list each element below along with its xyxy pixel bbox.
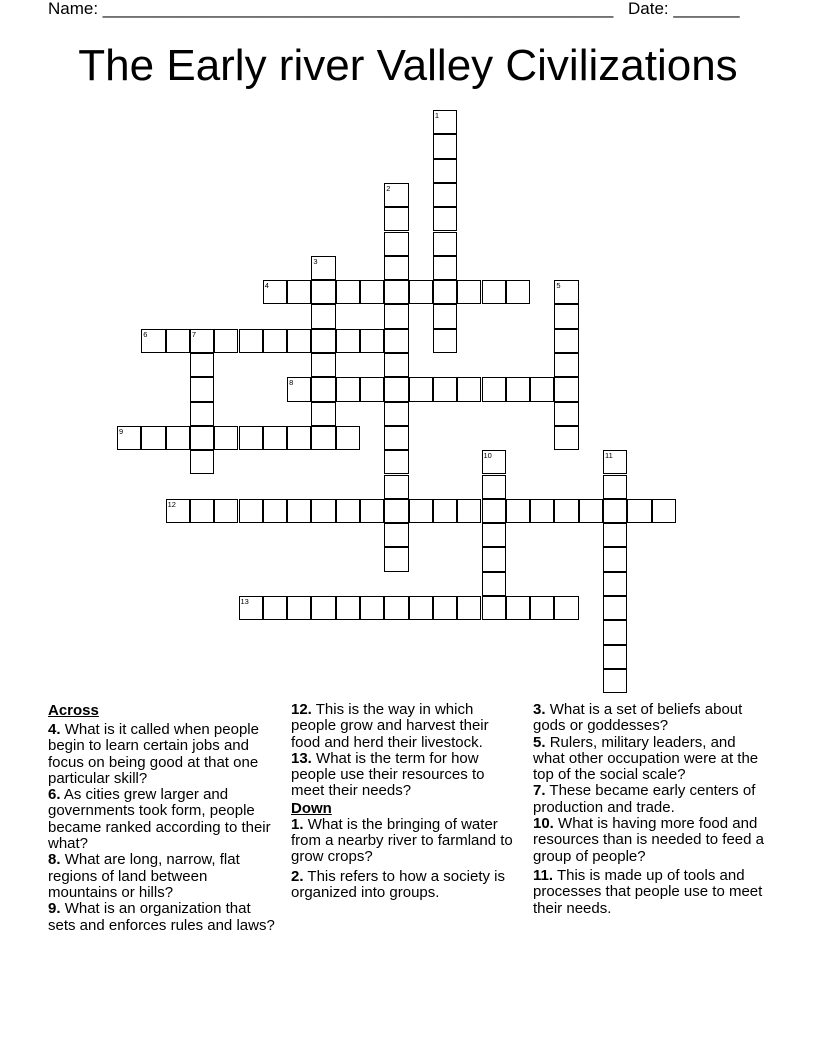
crossword-cell[interactable] xyxy=(603,499,627,523)
across-heading: Across xyxy=(48,702,99,719)
name-field-label: Name: ______________________________________________________ xyxy=(48,0,614,18)
crossword-cell[interactable] xyxy=(554,426,578,450)
crossword-cell[interactable] xyxy=(311,377,335,401)
crossword-cell[interactable] xyxy=(482,280,506,304)
crossword-cell[interactable] xyxy=(433,134,457,158)
crossword-cell[interactable] xyxy=(190,353,214,377)
crossword-cell[interactable] xyxy=(384,329,408,353)
crossword-cell[interactable] xyxy=(263,329,287,353)
crossword-cell[interactable] xyxy=(433,329,457,353)
crossword-cell[interactable] xyxy=(190,402,214,426)
crossword-cell[interactable] xyxy=(360,280,384,304)
crossword-cell[interactable] xyxy=(433,183,457,207)
crossword-cell[interactable] xyxy=(579,499,603,523)
crossword-cell[interactable] xyxy=(336,426,360,450)
crossword-cell[interactable] xyxy=(482,450,506,474)
crossword-cell[interactable] xyxy=(190,450,214,474)
crossword-cell[interactable] xyxy=(603,596,627,620)
crossword-cell[interactable] xyxy=(311,426,335,450)
down-clue-7: 7. These became early centers of production and trade. xyxy=(533,782,756,816)
down-heading: Down xyxy=(291,799,332,817)
across-clue-6: 6. As cities grew larger and governments took form, people became ranked according to their what? xyxy=(48,786,271,853)
crossword-cell[interactable] xyxy=(287,596,311,620)
crossword-cell[interactable] xyxy=(384,499,408,523)
crossword-cell[interactable] xyxy=(384,353,408,377)
crossword-cell[interactable] xyxy=(530,377,554,401)
crossword-cell[interactable] xyxy=(433,207,457,231)
crossword-cell[interactable] xyxy=(214,426,238,450)
crossword-cell[interactable] xyxy=(214,329,238,353)
across-clue-12: 12. This is the way in which people grow and harvest their food and herd their livestock. xyxy=(291,701,489,751)
crossword-cell[interactable] xyxy=(384,523,408,547)
crossword-cell[interactable] xyxy=(603,572,627,596)
crossword-cell[interactable] xyxy=(554,499,578,523)
crossword-cell[interactable] xyxy=(239,596,263,620)
clues-column-3 xyxy=(533,702,765,917)
crossword-cell[interactable] xyxy=(360,499,384,523)
crossword-cell[interactable] xyxy=(311,353,335,377)
cell-number: 2 xyxy=(386,183,391,193)
crossword-cell[interactable] xyxy=(336,596,360,620)
cell-number: 13 xyxy=(240,597,249,606)
crossword-cell[interactable] xyxy=(433,110,457,134)
crossword-cell[interactable] xyxy=(263,596,287,620)
crossword-cell[interactable] xyxy=(287,329,311,353)
crossword-cell[interactable] xyxy=(554,377,578,401)
crossword-cell[interactable] xyxy=(214,499,238,523)
crossword-cell[interactable] xyxy=(554,353,578,377)
crossword-cell[interactable] xyxy=(384,304,408,328)
crossword-cell[interactable] xyxy=(506,377,530,401)
crossword-cell[interactable] xyxy=(117,426,141,450)
crossword-cell[interactable] xyxy=(384,402,408,426)
crossword-cell[interactable] xyxy=(287,499,311,523)
page-title: The Early river Valley Civilizations xyxy=(78,41,738,90)
crossword-cell[interactable] xyxy=(311,402,335,426)
crossword-cell[interactable] xyxy=(433,499,457,523)
crossword-cell[interactable] xyxy=(433,232,457,256)
crossword-cell[interactable] xyxy=(603,523,627,547)
crossword-cell[interactable] xyxy=(384,256,408,280)
clues-column-2 xyxy=(291,702,516,901)
crossword-cell[interactable] xyxy=(141,329,165,353)
crossword-cell[interactable] xyxy=(409,596,433,620)
crossword-cell[interactable] xyxy=(530,499,554,523)
down-clue-11: 11. This is made up of tools and processes that people use to meet their needs. xyxy=(533,866,763,917)
crossword-cell[interactable] xyxy=(287,280,311,304)
cell-number: 8 xyxy=(289,378,294,388)
crossword-cell[interactable] xyxy=(239,426,263,450)
crossword-cell[interactable] xyxy=(482,596,506,620)
crossword-cell[interactable] xyxy=(384,547,408,571)
cell-number: 10 xyxy=(483,451,492,461)
crossword-cell[interactable] xyxy=(287,377,311,401)
cell-number: 4 xyxy=(264,281,269,291)
crossword-cell[interactable] xyxy=(166,499,190,523)
crossword-cell[interactable] xyxy=(457,280,481,304)
down-clue-1: 1. What is the bringing of water from a nearby river to farmland to grow crops? xyxy=(291,815,513,866)
across-clue-9: 9. What is an organization that sets and enforces rules and laws? xyxy=(48,900,275,934)
crossword-cell[interactable] xyxy=(311,329,335,353)
crossword-cell[interactable] xyxy=(603,669,627,693)
crossword-cell[interactable] xyxy=(603,645,627,669)
crossword-cell[interactable] xyxy=(287,426,311,450)
down-clue-10: 10. What is having more food and resources than is needed to feed a group of people? xyxy=(533,815,764,865)
across-clue-4: 4. What is it called when people begin to learn certain jobs and focus on being good at that one particular skill? xyxy=(48,721,259,787)
crossword-cell[interactable] xyxy=(409,377,433,401)
crossword-cell[interactable] xyxy=(384,232,408,256)
crossword-cell[interactable] xyxy=(506,280,530,304)
crossword-cell[interactable] xyxy=(627,499,651,523)
crossword-cell[interactable] xyxy=(554,402,578,426)
crossword-cell[interactable] xyxy=(554,596,578,620)
cell-number: 6 xyxy=(143,329,148,339)
crossword-cell[interactable] xyxy=(360,377,384,401)
crossword-cell[interactable] xyxy=(433,159,457,183)
cell-number: 11 xyxy=(605,451,613,461)
crossword-cell[interactable] xyxy=(336,499,360,523)
cell-number: 5 xyxy=(556,281,561,291)
cell-number: 1 xyxy=(434,111,440,120)
crossword-cell[interactable] xyxy=(603,475,627,499)
crossword-cell[interactable] xyxy=(384,207,408,231)
crossword-cell[interactable] xyxy=(263,426,287,450)
crossword-cell[interactable] xyxy=(554,280,578,304)
crossword-cell[interactable] xyxy=(482,547,506,571)
crossword-cell[interactable] xyxy=(360,596,384,620)
crossword-cell[interactable] xyxy=(506,596,530,620)
crossword-cell[interactable] xyxy=(482,572,506,596)
crossword-cell[interactable] xyxy=(360,329,384,353)
crossword-cell[interactable] xyxy=(384,475,408,499)
crossword-cell[interactable] xyxy=(336,329,360,353)
crossword-cell[interactable] xyxy=(433,280,457,304)
crossword-cell[interactable] xyxy=(311,280,335,304)
cell-number: 7 xyxy=(191,329,197,339)
crossword-cell[interactable] xyxy=(554,304,578,328)
crossword-cell[interactable] xyxy=(433,377,457,401)
crossword-cell[interactable] xyxy=(603,620,627,644)
cell-number: 3 xyxy=(313,256,318,266)
crossword-cell[interactable] xyxy=(652,499,676,523)
crossword-cell[interactable] xyxy=(384,377,408,401)
crossword-cell[interactable] xyxy=(141,426,165,450)
crossword-cell[interactable] xyxy=(433,304,457,328)
crossword-cell[interactable] xyxy=(457,499,481,523)
down-clue-2: 2. This refers to how a society is organized into groups. xyxy=(291,867,505,901)
crossword-cell[interactable] xyxy=(530,596,554,620)
crossword-cell[interactable] xyxy=(263,280,287,304)
crossword-cell[interactable] xyxy=(603,450,627,474)
down-clue-5: 5. Rulers, military leaders, and what other occupation were at the top of the social scale? xyxy=(533,733,759,784)
crossword-cell[interactable] xyxy=(190,377,214,401)
crossword-cell[interactable] xyxy=(384,426,408,450)
crossword-cell[interactable] xyxy=(457,377,481,401)
crossword-cell[interactable] xyxy=(311,304,335,328)
crossword-cell[interactable] xyxy=(482,377,506,401)
crossword-cell[interactable] xyxy=(409,280,433,304)
crossword-cell[interactable] xyxy=(239,329,263,353)
crossword-cell[interactable] xyxy=(239,499,263,523)
crossword-cell[interactable] xyxy=(384,183,408,207)
down-clue-3: 3. What is a set of beliefs about gods or goddesses? xyxy=(533,701,743,735)
crossword-cell[interactable] xyxy=(482,499,506,523)
crossword-cell[interactable] xyxy=(603,547,627,571)
crossword-cell[interactable] xyxy=(457,596,481,620)
crossword-cell[interactable] xyxy=(554,329,578,353)
crossword-cell[interactable] xyxy=(384,596,408,620)
crossword-cell[interactable] xyxy=(166,426,190,450)
clues-column-1 xyxy=(48,702,280,934)
date-field-label: Date: _______ xyxy=(628,0,740,18)
crossword-cell[interactable] xyxy=(433,596,457,620)
crossword-cell[interactable] xyxy=(190,329,214,353)
crossword-cell[interactable] xyxy=(166,329,190,353)
crossword-cell[interactable] xyxy=(311,596,335,620)
crossword-cell[interactable] xyxy=(190,426,214,450)
crossword-cell[interactable] xyxy=(506,499,530,523)
crossword-cell[interactable] xyxy=(433,256,457,280)
crossword-cell[interactable] xyxy=(384,450,408,474)
crossword-cell[interactable] xyxy=(482,475,506,499)
crossword-cell[interactable] xyxy=(336,280,360,304)
across-clue-8: 8. What are long, narrow, flat regions of land between mountains or hills? xyxy=(48,851,240,901)
crossword-cell[interactable] xyxy=(482,523,506,547)
cell-number: 9 xyxy=(119,426,124,436)
across-clue-13: 13. What is the term for how people use their resources to meet their needs? xyxy=(291,749,485,800)
crossword-cell[interactable] xyxy=(311,499,335,523)
crossword-cell[interactable] xyxy=(263,499,287,523)
crossword-cell[interactable] xyxy=(190,499,214,523)
crossword-cell[interactable] xyxy=(336,377,360,401)
crossword-cell[interactable] xyxy=(311,256,335,280)
crossword-cell[interactable] xyxy=(384,280,408,304)
crossword-cell[interactable] xyxy=(409,499,433,523)
cell-number: 12 xyxy=(167,499,176,509)
